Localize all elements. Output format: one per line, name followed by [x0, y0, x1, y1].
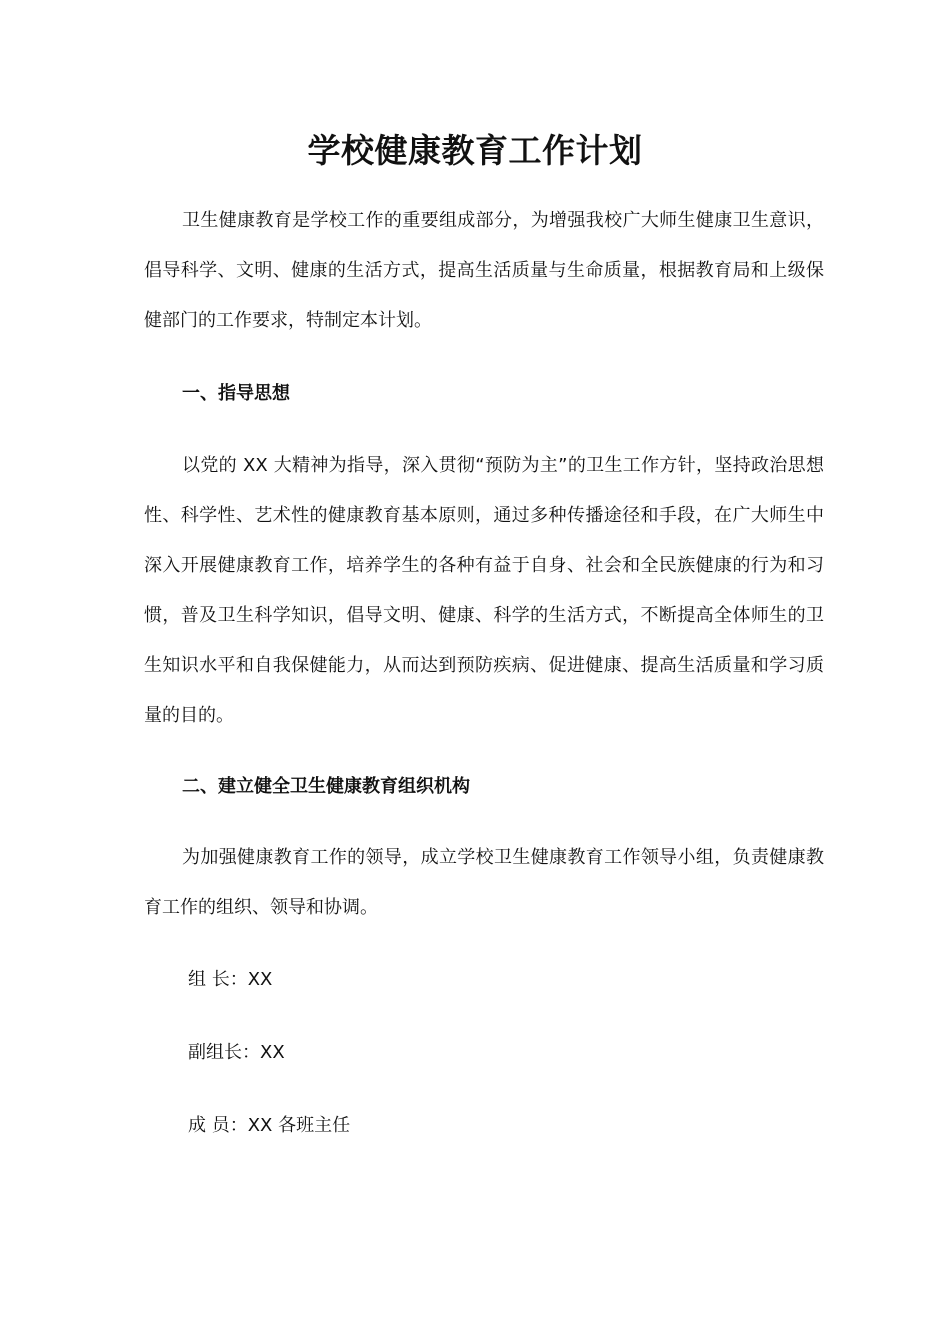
section-body-organization: 为加强健康教育工作的领导，成立学校卫生健康教育工作领导小组，负责健康教育工作的组织、领导和协调。 — [144, 847, 824, 918]
member-deputy-leader: 副组长：XX — [188, 1042, 285, 1063]
member-members: 成 员：XX 各班主任 — [188, 1115, 351, 1136]
section-body-guiding-ideology: 以党的 XX 大精神为指导，深入贯彻“预防为主”的卫生工作方针，坚持政治思想性、科学性、艺术性的健康教育基本原则，通过多种传播途径和手段，在广大师生中深入开展健康教育工作，培养学生的各种有益于自身、社会和全民族健康的行为和习惯，普及卫生科学知识，倡导文明、健康、科学的生活方式，不断提高全体师生的卫生知识水平和自我保健能力，从而达到预防疾病、促进健康、提高生活质量和学习质量的目的。 — [144, 455, 824, 726]
member-leader: 组 长：XX — [188, 969, 273, 990]
intro-paragraph: 卫生健康教育是学校工作的重要组成部分，为增强我校广大师生健康卫生意识，倡导科学、文明、健康的生活方式，提高生活质量与生命质量，根据教育局和上级保健部门的工作要求，特制定本计划。 — [144, 210, 824, 331]
document-title: 学校健康教育工作计划 — [307, 131, 643, 170]
section-heading-organization: 二、建立健全卫生健康教育组织机构 — [182, 776, 470, 797]
section-heading-guiding-ideology: 一、指导思想 — [182, 383, 290, 404]
